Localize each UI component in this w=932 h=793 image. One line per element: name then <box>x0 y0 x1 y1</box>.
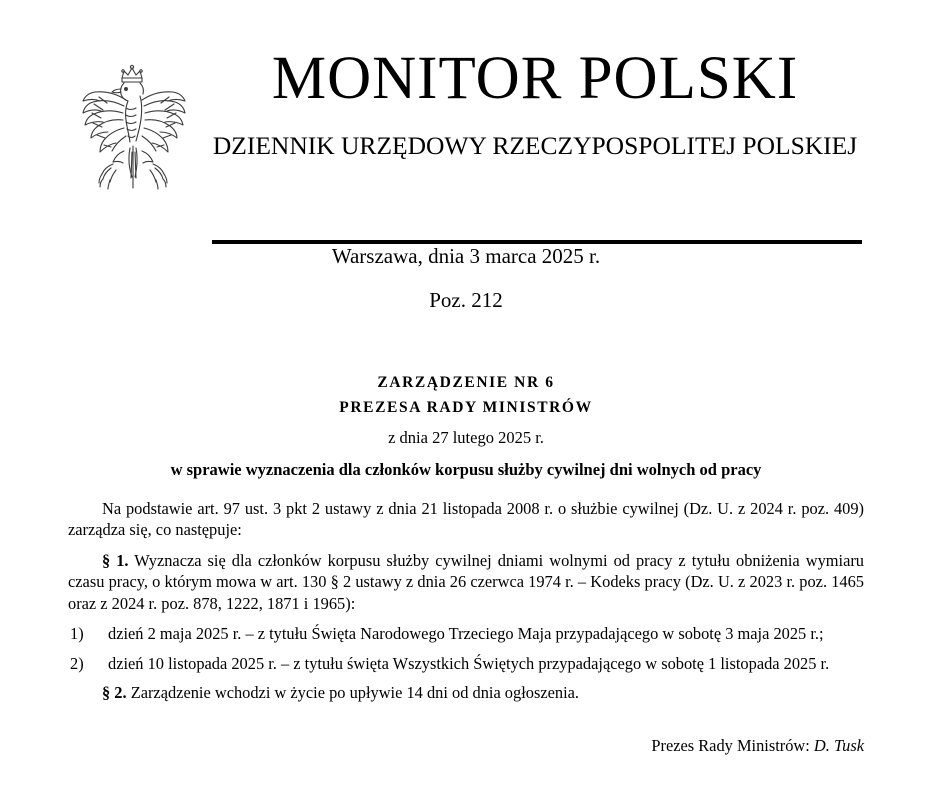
publication-title: MONITOR POLSKI <box>271 45 799 112</box>
paragraph-1 <box>68 550 864 614</box>
list-item <box>68 653 864 674</box>
paragraph-1-marker: § 1. <box>102 550 129 570</box>
publication-subtitle: DZIENNIK URZĘDOWY RZECZYPOSPOLITEJ POLSKIEJ <box>212 131 858 161</box>
list-item-text: dzień 10 listopada 2025 r. – z tytułu święta Wszystkich Świętych przypadającego w sobotę 1 listopada 2025 r. <box>108 653 830 673</box>
paragraph-1-text: Wyznacza się dla członków korpusu służby cywilnej dniami wolnymi od pracy z tytułu obniżenia wymiaru czasu pracy, o którym mowa w art. 130 § 2 ustawy z dnia 26 czerwca 1974 r. – Kodeks pracy (Dz. U. z 2023 r. poz. 1465 oraz z 2024 r. poz. 878, 1222, 1871 i 1965): <box>68 550 865 613</box>
masthead-text <box>205 45 865 161</box>
list-item <box>68 623 864 644</box>
signature-role: Prezes Rady Ministrów: <box>651 736 814 755</box>
position-number: Poz. 212 <box>429 288 503 312</box>
act-heading-line-1: ZARZĄDZENIE NR 6 <box>377 374 555 391</box>
paragraph-2-marker: § 2. <box>102 683 127 703</box>
act-date: z dnia 27 lutego 2025 r. <box>388 428 544 447</box>
place-and-date: Warszawa, dnia 3 marca 2025 r. <box>331 244 601 268</box>
legal-basis-paragraph: Na podstawie art. 97 ust. 3 pkt 2 ustawy z dnia 21 listopada 2008 r. o służbie cywilnej (Dz. U. z 2024 r. poz. 409) zarządza się, co następuje: <box>68 499 864 540</box>
signature-name: D. Tusk <box>813 736 864 755</box>
list-item-text: dzień 2 maja 2025 r. – z tytułu Święta Narodowego Trzeciego Maja przypadającego w sobotę 3 maja 2025 r.; <box>108 624 824 644</box>
polish-eagle-emblem-icon <box>66 56 198 204</box>
act-heading <box>0 370 932 420</box>
list-item-marker: 1) <box>70 624 84 644</box>
paragraph-2 <box>68 682 864 703</box>
act-heading-line-2: PREZESA RADY MINISTRÓW <box>339 399 593 417</box>
list-item-marker: 2) <box>70 653 84 673</box>
act-body <box>68 498 864 713</box>
masthead <box>0 45 932 208</box>
exempt-days-list <box>68 623 864 674</box>
signature-line <box>68 736 864 756</box>
paragraph-2-text: Zarządzenie wchodzi w życie po upływie 14 dni od dnia ogłoszenia. <box>126 683 580 703</box>
act-subject: w sprawie wyznaczenia dla członków korpusu służby cywilnej dni wolnych od pracy <box>170 460 762 479</box>
